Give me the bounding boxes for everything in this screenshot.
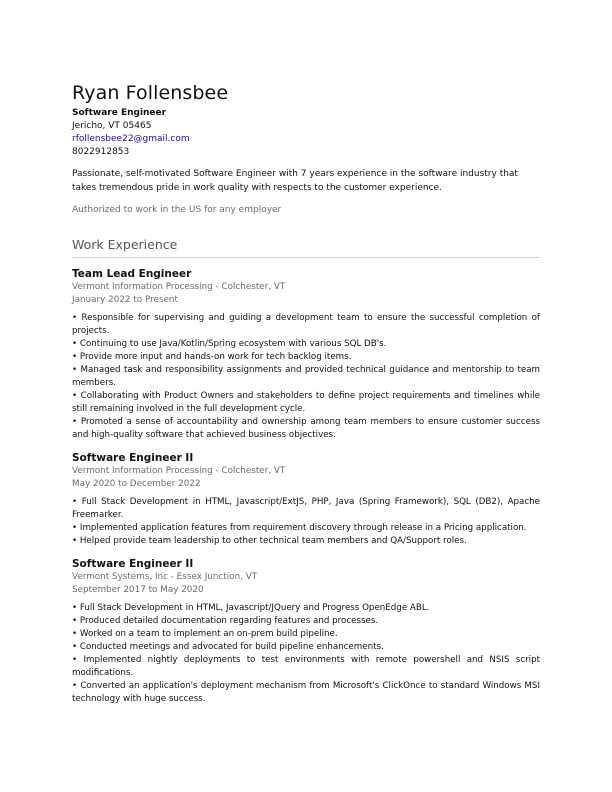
job-company: Vermont Information Processing - Colchester, VT [72,466,286,476]
job-entry [72,557,540,706]
job-title: Software Engineer II [72,452,194,464]
bullet-item: • Provide more input and hands-on work for tech backlog items. [72,351,540,364]
phone-number: 8022912853 [72,147,130,157]
bullet-item: • Worked on a team to implement an on-prem build pipeline. [72,628,540,641]
summary: Passionate, self-motivated Software Engineer with 7 years experience in the software industry that takes tremendous pride in work quality with respects to the customer experience. [72,169,518,193]
job-dates: January 2022 to Present [72,294,178,305]
job-bullets [72,602,540,706]
bullet-item: • Promoted a sense of accountability and ownership among team members to ensure customer success and high-quality software that achieved business objectives. [72,416,540,442]
job-company: Vermont Systems, Inc - Essex Junction, VT [72,572,258,582]
job-company: Vermont Information Processing - Colchester, VT [72,282,286,292]
job-entry [72,451,540,548]
bullet-item: • Full Stack Development in HTML, Javascript/ExtJS, PHP, Java (Spring Framework), SQL (DB2), Apache Freemarker. [72,496,540,522]
bullet-item: • Managed task and responsibility assignments and provided technical guidance and mentorship to team members. [72,364,540,390]
job-dates: September 2017 to May 2020 [72,584,204,595]
job-title: Software Engineer II [72,558,194,570]
bullet-item: • Produced detailed documentation regarding features and processes. [72,615,540,628]
bullet-item: • Continuing to use Java/Kotlin/Spring ecosystem with various SQL DB's. [72,338,540,351]
job-entry [72,267,540,442]
bullet-item: • Converted an application's deployment mechanism from Microsoft's ClickOnce to standard Windows MSI technology with huge success. [72,680,540,706]
work-authorization: Authorized to work in the US for any employer [72,205,282,215]
email-link[interactable]: rfollensbee22@gmail.com [72,134,190,144]
bullet-item: • Conducted meetings and advocated for build pipeline enhancements. [72,641,540,654]
headline: Software Engineer [72,108,167,118]
job-bullets [72,312,540,442]
job-dates: May 2020 to December 2022 [72,478,201,489]
job-title: Team Lead Engineer [72,268,192,280]
location: Jericho, VT 05465 [72,121,152,131]
bullet-item: • Collaborating with Product Owners and stakeholders to define project requirements and timelines while still remaining involved in the full development cycle. [72,390,540,416]
candidate-name: Ryan Follensbee [72,82,229,104]
bullet-item: • Full Stack Development in HTML, Javascript/JQuery and Progress OpenEdge ABL. [72,602,540,615]
bullet-item: • Implemented nightly deployments to test environments with remote powershell and NSIS script modifications. [72,654,540,680]
bullet-item: • Responsible for supervising and guiding a development team to ensure the successful completion of projects. [72,312,540,338]
bullet-item: • Implemented application features from requirement discovery through release in a Pricing application. [72,522,540,535]
contact-block [72,107,540,159]
section-title-work-experience: Work Experience [72,237,540,258]
job-bullets [72,496,540,548]
bullet-item: • Helped provide team leadership to other technical team members and QA/Support roles. [72,535,540,548]
